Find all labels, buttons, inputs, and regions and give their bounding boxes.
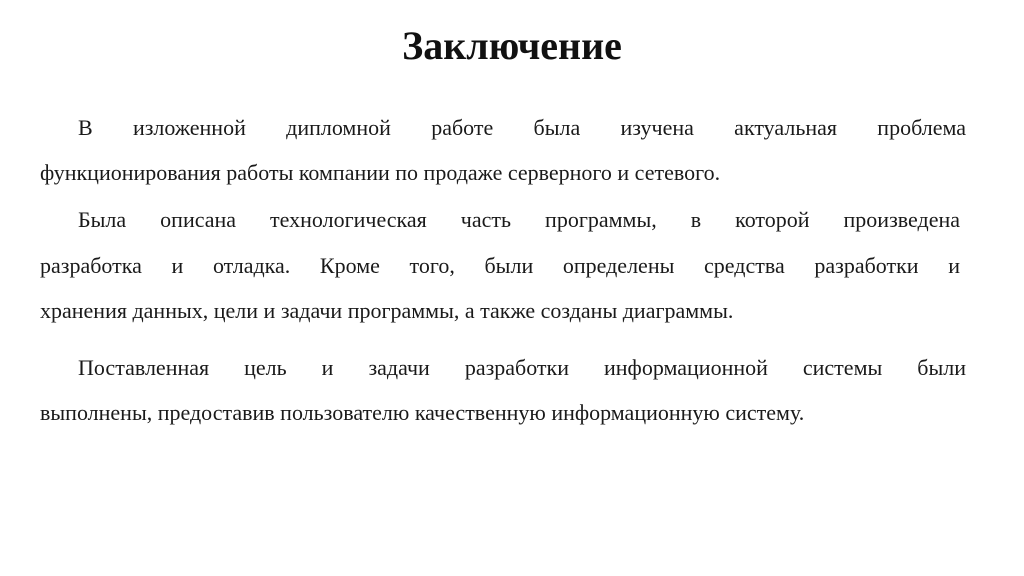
paragraph-2-line-1: Была описана технологическая часть программы, в которой произведена <box>78 207 960 232</box>
paragraph-2-line-3: хранения данных, цели и задачи программы, а также созданы диаграммы. <box>40 298 734 323</box>
paragraph-3-line-1: Поставленная цель и задачи разработки информационной системы были <box>78 355 966 380</box>
paragraph-3-line-2: выполнены, предоставив пользователю качественную информационную систему. <box>40 400 805 425</box>
slide-title: Заключение <box>402 23 622 68</box>
paragraph-1-line-1: В изложенной дипломной работе была изучена актуальная проблема <box>78 115 966 140</box>
paragraph-2-line-2: разработка и отладка. Кроме того, были определены средства разработки и <box>40 253 960 278</box>
paragraph-1-line-2: функционирования работы компании по продаже серверного и сетевого. <box>40 160 721 185</box>
